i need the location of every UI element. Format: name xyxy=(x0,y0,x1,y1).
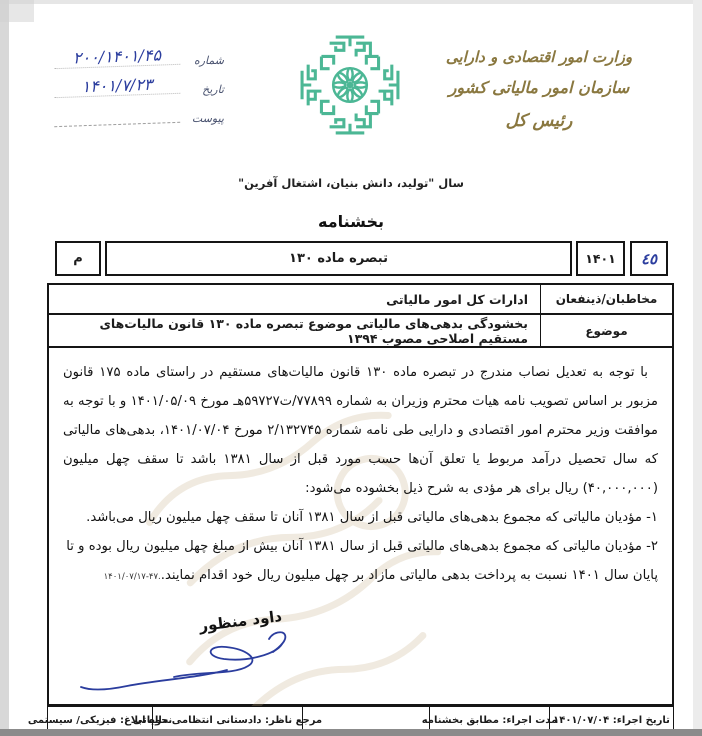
year-slogan: سال "تولید، دانش بنیان، اشتغال آفرین" xyxy=(238,176,464,190)
attachment-row xyxy=(54,96,224,125)
scan-edge-left xyxy=(0,0,9,736)
tax-administration-logo-icon xyxy=(297,34,403,136)
date-value: ۱۴۰۱/۷/۲۳ xyxy=(54,74,181,98)
letterhead-organization xyxy=(430,42,648,138)
recipients-value: ادارات کل امور مالیاتی xyxy=(386,291,528,307)
reference-note: ۱۴۰۱/۰۷/۱۷-۴۷. xyxy=(103,572,161,582)
body-item-2-text: ۲- مؤدیان مالیاتی که مجموع بدهی‌های مالیاتی قبل از سال ۱۳۸۱ آنان بیش از مبلغ چهل میلیون ریال بوده و تا پایان سال ۱۴۰۱ نسبت به پرداخت بدهی مالیاتی مازاد بر چهل میلیون ریال خود اقدام نمایند. xyxy=(66,539,658,583)
subject-label: موضوع xyxy=(540,315,672,346)
execution-duration: مدت اجراء: مطابق بخشنامه xyxy=(429,707,549,733)
date-label: تاریخ xyxy=(202,83,224,96)
subject-value: بخشودگی بدهی‌های مالیاتی موضوع تبصره ماده ۱۳۰ قانون مالیات‌های مستقیم اصلاحی مصوب ۱۳۹۴ xyxy=(99,315,528,346)
recipients-label: مخاطبان/ذینفعان xyxy=(540,285,672,313)
notification-method: نحوه ابلاغ: فیزیکی/ سیستمی xyxy=(27,714,173,726)
scan-edge-top xyxy=(0,0,702,4)
date-row xyxy=(54,67,224,96)
subject-row xyxy=(49,315,672,348)
attachment-label: پیوست xyxy=(191,112,224,125)
circular-body-text xyxy=(49,348,672,592)
circular-body-frame xyxy=(47,283,674,706)
signature-block xyxy=(49,600,672,720)
handwritten-signature xyxy=(77,622,337,712)
execution-date: تاریخ اجراء: ۱۴۰۱/۰۷/۰۴ xyxy=(549,707,673,733)
classification-year: ۱۴۰۱ xyxy=(576,241,625,276)
director-general-title: رئیس کل xyxy=(505,111,573,131)
document-type-title: بخشنامه xyxy=(318,212,384,231)
recipients-row xyxy=(49,285,672,315)
body-paragraph: با توجه به تعدیل نصاب مندرج در تبصره ماده ۱۳۰ قانون مالیات‌های مستقیم در راستای ماده ۱۷۵ قانون مزبور بر اساس تصویب نامه هیات محترم وزیران به شماره ۷۷۸۹۹/ت۵۹۷۲۷هـ مورخ ۱۴۰۱/۰۵/۰۹ و با توجه به موافقت وزیر محترم امور اقتصادی و دارایی طی نامه شماره ۲/۱۳۲۷۴۵ مورخ ۱۴۰۱/۰۷/۰۴، بدهی‌های مالیاتی که سال تحصیل درآمد مربوط یا تعلق آن‌ها حسب مورد قبل از سال ۱۳۸۱ باشد تا سقف چهل میلیون (۴۰,۰۰۰,۰۰۰) ریال برای هر مؤدی به شرح ذیل بخشوده می‌شود: xyxy=(63,365,658,496)
scan-edge-bottom xyxy=(0,729,702,736)
ministry-name: وزارت امور اقتصادی و دارایی xyxy=(445,48,633,66)
classification-serial: ٤٥ xyxy=(630,241,668,276)
number-label: شماره xyxy=(193,54,224,67)
number-row xyxy=(54,38,224,67)
scan-edge-right xyxy=(693,0,702,736)
classification-code: م xyxy=(55,241,101,276)
organization-name: سازمان امور مالیاتی کشور xyxy=(448,78,630,97)
number-value: ۲۰۰/۱۴۰۱/۴۵ xyxy=(54,45,181,69)
body-item-2 xyxy=(63,532,658,592)
scan-corner xyxy=(0,0,34,22)
classification-subject: تبصره ماده ۱۳۰ xyxy=(105,241,572,276)
signatory-name: داود منظور xyxy=(198,607,283,635)
attachment-value xyxy=(54,109,180,127)
body-item-1: ۱- مؤدیان مالیاتی که مجموع بدهی‌های مالیاتی قبل از سال ۱۳۸۱ آنان تا سقف چهل میلیون ریال می‌باشد. xyxy=(86,510,658,525)
document-number-block xyxy=(54,38,224,125)
supervisory-authority: مرجع ناظر: دادستانی انتظامی مالیاتی xyxy=(152,707,302,733)
